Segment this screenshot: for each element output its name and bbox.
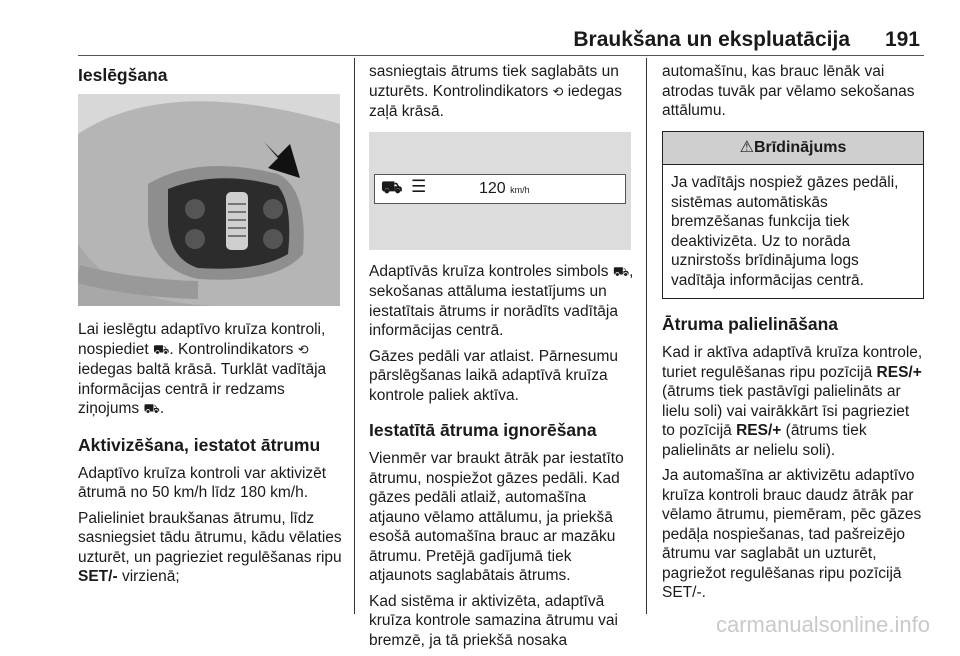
column-1 [78, 56, 348, 593]
paragraph-activation: Lai ieslēgtu adaptīvo kruīza kontroli, nospiediet ⛟. Kontrolindikators ⟲ iedegas baltā krāsā. Turklāt vadītāja informācijas centrā ir redzams ziņojums ⛟. [78, 321, 327, 417]
column-divider-2 [646, 58, 647, 614]
warning-icon: ⚠ [739, 138, 754, 156]
paragraph-res-wheel: Kad ir aktīva adaptīvā kruīza kontrole, turiet regulēšanas ripu pozīcijā RES/+ (ātrums tiek pastāvīgi palielināts ar lielu soli) vai vairākkārt īsi pagrieziet to pozīcijā RES/+ (ātrums tiek palielināts ar nelielu soli). [662, 344, 923, 459]
cruise-distance-icon: ⛟ [612, 264, 630, 280]
cruise-distance-icon: ⛟ [143, 402, 160, 417]
cruise-indicator-icon: ⟲ [552, 84, 564, 100]
heading-activation: Ieslēgšana [78, 65, 168, 85]
following-distance-icon: ☰ [411, 176, 426, 196]
steering-wheel-illustration [78, 94, 340, 306]
header-title: Braukšana un ekspluatācija [573, 28, 850, 51]
paragraph-store-current: Ja automašīna ar aktivizētu adaptīvo kruīza kontroli brauc daudz ātrāk par vēlamo ātrumu, piemēram, pēc gāzes pedāļa nospiešanas, tad pašreizējo ātrumu var saglabāt un uzturēt, pagriežot regulēšanas ripu pozīcijā SET/-. [662, 467, 922, 601]
cruise-distance-icon: ⛟ [381, 177, 403, 197]
paragraph-stored-speed: sasniegtais ātrums tiek saglabāts un uzturēts. Kontrolindikators ⟲ iedegas zaļā krāsā. [369, 63, 623, 120]
warning-header: ⚠Brīdinājums [663, 132, 923, 166]
steering-wheel-drawing [78, 94, 340, 306]
column-2 [369, 62, 635, 656]
paragraph-override: Vienmēr var braukt ātrāk par iestatīto ātrumu, nospiežot gāzes pedāli. Kad gāzes pedāli atlaiž, automašīna atjauno vēlamo attālumu, ja priekšā esošā automašīna brauc ar mazāku ātrumu. Pretējā gadījumā tiek atjaunots saglabātais ātrums. [369, 450, 624, 584]
heading-override: Iestatītā ātruma ignorēšana [369, 420, 597, 440]
cruise-distance-icon: ⛟ [152, 342, 170, 358]
display-bar [374, 174, 626, 204]
set-speed-readout: 120 km/h [479, 179, 530, 197]
paragraph-release-pedal: Gāzes pedāli var atlaist. Pārnesumu pārslēgšanas laikā adaptīvā kruīza kontrole paliek aktīva. [369, 347, 618, 404]
heading-activate-speed: Aktivizēšana, iestatot ātrumu [78, 434, 321, 455]
paragraph-braking: Kad sistēma ir aktivizēta, adaptīvā kruīza kontrole samazina ātrumu vai bremzē, ja tā priekšā nosaka [369, 592, 618, 649]
column-divider-1 [354, 58, 355, 614]
watermark: carmanualsonline.info [715, 612, 930, 637]
warning-box [662, 131, 924, 300]
warning-body: Ja vadītājs nospiež gāzes pedāli, sistēmas automātiskās bremzēšanas funkcija tiek deaktivizēta. Uz to norāda uznirstošs brīdinājuma logs vadītāja informācijas centrā. [671, 174, 899, 289]
page-number: 191 [884, 28, 920, 51]
heading-increase-speed: Ātruma palielināšana [662, 314, 839, 334]
column-3 [662, 62, 926, 609]
paragraph-vehicle-ahead: automašīnu, kas brauc lēnāk vai atrodas tuvāk par vēlamo sekošanas attālumu. [662, 63, 915, 119]
paragraph-speed-range: Adaptīvo kruīza kontroli var aktivizēt ātrumā no 50 km/h līdz 180 km/h. [78, 464, 327, 501]
cruise-indicator-icon: ⟲ [297, 342, 309, 358]
paragraph-display-symbol: Adaptīvās kruīza kontroles simbols ⛟, sekošanas attāluma iestatījums un iestatītais ātrums ir norādīts vadītāja informācijas centrā. [369, 262, 634, 339]
paragraph-increase-speed: Palieliniet braukšanas ātrumu, līdz sasniegsiet tādu ātrumu, kādu vēlaties uzturēt, un pagrieziet regulēšanas ripu SET/- virzienā; [78, 509, 342, 585]
driver-info-display-illustration [369, 132, 631, 250]
